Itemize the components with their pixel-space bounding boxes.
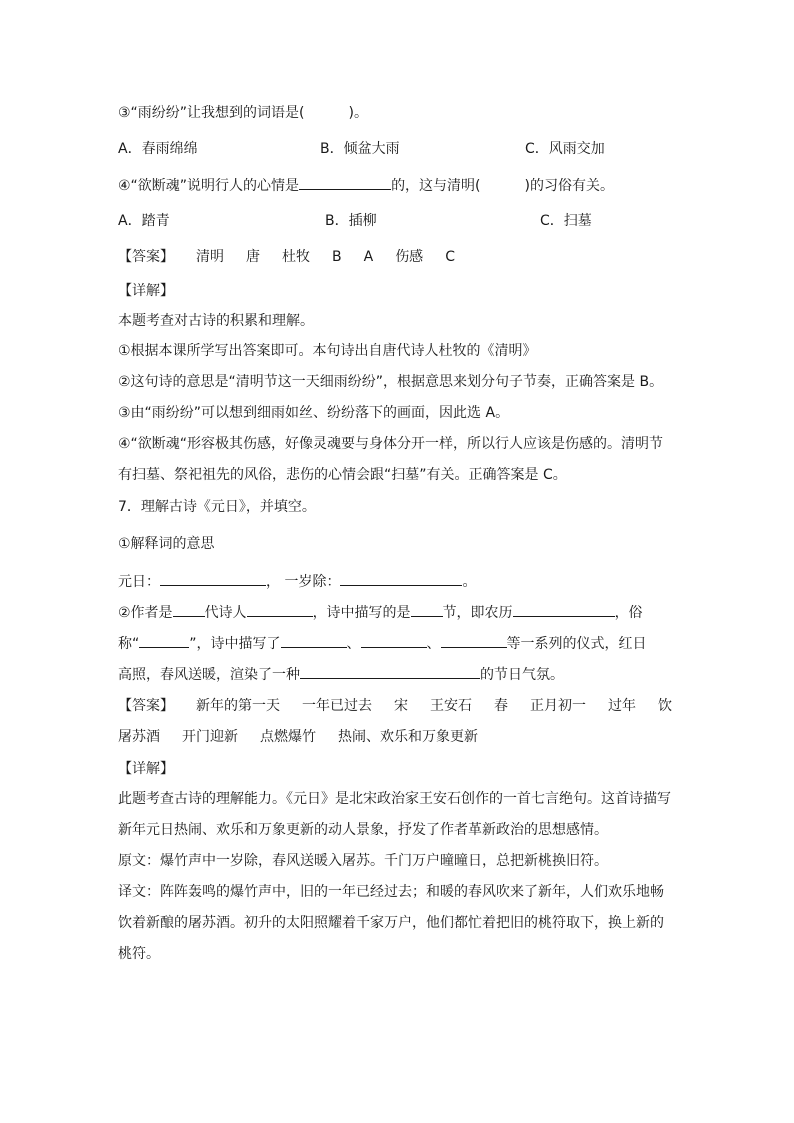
fill-blank xyxy=(361,633,427,648)
answer-item: 清明 xyxy=(196,249,224,265)
detail-line: ④“欲断魂“形容极其伤感，好像灵魂要与身体分开一样，所以行人应该是伤感的。清明节 xyxy=(118,436,664,452)
fill-text: 节，即农历 xyxy=(442,605,513,621)
question-4-middle: 的，这与清明( xyxy=(391,178,481,194)
fill-text: 的节日气氛。 xyxy=(480,667,564,683)
answer-item: C xyxy=(445,249,455,265)
answer-line xyxy=(118,247,477,267)
answer-item: 宋 xyxy=(394,698,408,714)
answer-item: B xyxy=(332,249,342,265)
question-3-suffix: )。 xyxy=(348,105,368,121)
answer-item: 开门迎新 xyxy=(182,729,238,745)
fill-text: 称“ xyxy=(118,636,140,652)
answer-item: 新年的第一天 xyxy=(196,698,280,714)
answer-item: 热闹、欢乐和万象更新 xyxy=(338,729,478,745)
answer-label: 【答案】 xyxy=(118,249,174,265)
answer-label: 【答案】 xyxy=(118,698,174,714)
fill-text: 代诗人 xyxy=(204,605,247,621)
question-7-sub1: ①解释词的意思 xyxy=(118,536,215,552)
fill-text: 、 xyxy=(346,636,361,652)
option-b: B．插柳 xyxy=(325,213,377,229)
fill-blank xyxy=(160,571,266,586)
question-7-fill2-line2 xyxy=(118,633,647,654)
option-c: C．扫墓 xyxy=(540,213,592,229)
fill-blank xyxy=(513,602,615,617)
answer-line xyxy=(118,727,500,747)
question-7-title: 7．理解古诗《元日》，并填空。 xyxy=(118,499,316,515)
question-7-fill1 xyxy=(118,571,476,592)
question-3 xyxy=(118,103,368,123)
fill-blank xyxy=(139,633,189,648)
option-a: A．春雨绵绵 xyxy=(118,141,198,157)
option-c: C．风雨交加 xyxy=(525,141,605,157)
fill-text: ②作者是 xyxy=(118,605,173,621)
answer-item: 正月初一 xyxy=(530,698,586,714)
question-7-fill2-line1 xyxy=(118,602,643,623)
detail-line: 本题考查对古诗的积累和理解。 xyxy=(118,313,314,329)
answer-item: 一年已过去 xyxy=(302,698,372,714)
detail-line: ①根据本课所学写出答案即可。本句诗出自唐代诗人杜牧的《清明》 xyxy=(118,343,537,359)
detail-line: 新年元日热闹、欢乐和万象更新的动人景象，抒发了作者革新政治的思想感情。 xyxy=(118,822,608,838)
question-4-prefix: ④“欲断魂”说明行人的心情是 xyxy=(118,178,300,194)
fill-blank xyxy=(299,175,391,190)
answer-line xyxy=(118,696,672,716)
fill-text: 。 xyxy=(462,574,477,590)
detail-line: ②这句诗的意思是“清明节这一天细雨纷纷”，根据意思来划分句子节奏，正确答案是 B。 xyxy=(118,374,664,390)
answer-item: 饮 xyxy=(658,698,672,714)
answer-item: 杜牧 xyxy=(282,249,310,265)
answer-item: 伤感 xyxy=(395,249,424,265)
detail-line: 译文：阵阵轰鸣的爆竹声中，旧的一年已经过去；和暖的春风吹来了新年，人们欢乐地畅 xyxy=(118,884,664,900)
fill-text: ”，诗中描写了 xyxy=(189,636,281,652)
option-a: A．踏青 xyxy=(118,213,170,229)
answer-item: 唐 xyxy=(246,249,260,265)
fill-text: ，俗 xyxy=(614,605,643,621)
detail-label: 【详解】 xyxy=(118,761,174,777)
question-4-suffix: )的习俗有关。 xyxy=(524,178,614,194)
detail-line: 原文：爆竹声中一岁除，春风送暖入屠苏。千门万户曈曈日，总把新桃换旧符。 xyxy=(118,853,608,869)
detail-label: 【详解】 xyxy=(118,283,174,299)
option-b: B．倾盆大雨 xyxy=(320,141,400,157)
fill-text: ，诗中描写的是 xyxy=(312,605,411,621)
answer-item: A xyxy=(363,249,374,265)
fill-text: ， 一岁除： xyxy=(266,574,341,590)
answer-item: 春 xyxy=(494,698,508,714)
fill-blank xyxy=(340,571,462,586)
answer-item: 过年 xyxy=(608,698,636,714)
fill-blank xyxy=(411,602,443,617)
fill-blank xyxy=(247,602,313,617)
fill-blank xyxy=(441,633,507,648)
detail-line: 此题考查古诗的理解能力。《元日》是北宋政治家王安石创作的一首七言绝句。这首诗描写 xyxy=(118,791,671,807)
fill-text: 元日： xyxy=(118,574,160,590)
answer-item: 点燃爆竹 xyxy=(260,729,316,745)
question-4 xyxy=(118,175,614,196)
detail-line: 桃符。 xyxy=(118,946,160,962)
fill-blank xyxy=(281,633,347,648)
fill-text: 、 xyxy=(426,636,441,652)
answer-item: 屠苏酒 xyxy=(118,729,160,745)
detail-line: ③由“雨纷纷”可以想到细雨如丝、纷纷落下的画面，因此选 A。 xyxy=(118,405,510,421)
detail-line: 饮着新酿的屠苏酒。初升的太阳照耀着千家万户，他们都忙着把旧的桃符取下，换上新的 xyxy=(118,915,664,931)
question-3-prefix: ③“雨纷纷”让我想到的词语是( xyxy=(118,105,305,121)
detail-line: 有扫墓、祭祀祖先的风俗，悲伤的心情会跟“扫墓”有关。正确答案是 C。 xyxy=(118,467,567,483)
fill-blank xyxy=(300,664,480,679)
fill-text: 等一系列的仪式，红日 xyxy=(506,636,647,652)
fill-text: 高照，春风送暖，渲染了一种 xyxy=(118,667,300,683)
fill-blank xyxy=(173,602,205,617)
answer-item: 王安石 xyxy=(430,698,472,714)
question-7-fill2-line3 xyxy=(118,664,564,685)
